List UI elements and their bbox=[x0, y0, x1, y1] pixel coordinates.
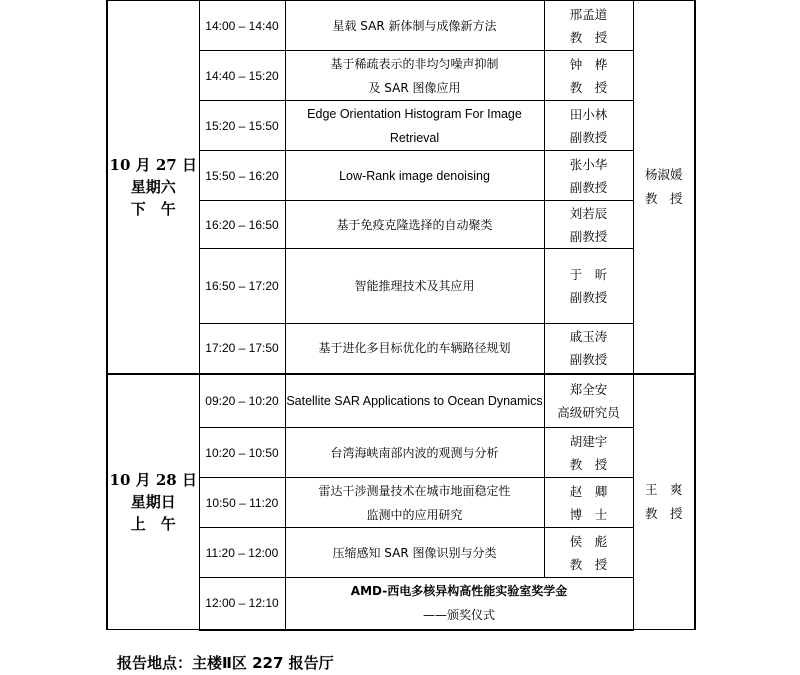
talk-time: 11:20 – 12:00 bbox=[199, 528, 285, 578]
speaker-name: 戚玉涛 bbox=[569, 329, 608, 345]
speaker-rank: 教 授 bbox=[569, 79, 608, 95]
talk-time: 16:50 – 17:20 bbox=[199, 249, 285, 324]
talk-speaker bbox=[544, 478, 633, 528]
talk-time: 10:20 – 10:50 bbox=[199, 428, 285, 478]
ceremony-line2: ——颁奖仪式 bbox=[422, 608, 495, 623]
chair-cell bbox=[633, 1, 695, 374]
chair-title: 教 授 bbox=[644, 190, 683, 206]
talk-time: 17:20 – 17:50 bbox=[199, 324, 285, 374]
speaker-rank: 教 授 bbox=[569, 29, 608, 45]
speaker-rank: 博 士 bbox=[569, 506, 608, 522]
speaker-rank: 教 授 bbox=[569, 456, 608, 472]
talk-time: 10:50 – 11:20 bbox=[199, 478, 285, 528]
talk-speaker bbox=[544, 428, 633, 478]
speaker-name: 张小华 bbox=[569, 156, 608, 172]
schedule-table bbox=[106, 0, 696, 631]
talk-time: 14:40 – 15:20 bbox=[199, 51, 285, 101]
day-period: 下 午 bbox=[130, 199, 176, 218]
speaker-name: 刘若辰 bbox=[569, 205, 608, 221]
speaker-name: 胡建宇 bbox=[569, 433, 608, 449]
speaker-rank: 副教授 bbox=[569, 228, 608, 244]
talk-speaker bbox=[544, 324, 633, 374]
talk-title: Edge Orientation Histogram For Image Retrieval bbox=[285, 101, 544, 151]
speaker-name: 侯 彪 bbox=[569, 533, 608, 549]
talk-speaker bbox=[544, 201, 633, 249]
speaker-rank: 高级研究员 bbox=[557, 404, 620, 420]
day-cell bbox=[107, 374, 199, 630]
report-location: 报告地点：主楼Ⅱ区 227 报告厅 bbox=[117, 654, 334, 672]
talk-speaker bbox=[544, 249, 633, 324]
speaker-rank: 副教授 bbox=[569, 129, 608, 145]
speaker-name: 田小林 bbox=[569, 106, 608, 122]
talk-speaker bbox=[544, 1, 633, 51]
talk-title: 基于进化多目标优化的车辆路径规划 bbox=[285, 324, 544, 374]
talk-title: 基于稀疏表示的非均匀噪声抑制 及 SAR 图像应用 bbox=[285, 51, 544, 101]
talk-time: 14:00 – 14:40 bbox=[199, 1, 285, 51]
talk-time: 09:20 – 10:20 bbox=[199, 374, 285, 428]
ceremony-line1: AMD-西电多核异构高性能实验室奖学金 bbox=[350, 584, 568, 599]
talk-speaker bbox=[544, 101, 633, 151]
table-row bbox=[107, 1, 695, 51]
talk-time: 16:20 – 16:50 bbox=[199, 201, 285, 249]
table-row bbox=[107, 374, 695, 428]
talk-title: Satellite SAR Applications to Ocean Dynamics bbox=[285, 374, 544, 428]
talk-time: 15:50 – 16:20 bbox=[199, 151, 285, 201]
speaker-rank: 教 授 bbox=[569, 556, 608, 572]
talk-title: Low-Rank image denoising bbox=[285, 151, 544, 201]
speaker-name: 赵 卿 bbox=[569, 483, 608, 499]
chair-cell bbox=[633, 374, 695, 630]
speaker-rank: 副教授 bbox=[569, 179, 608, 195]
day-period: 上 午 bbox=[130, 514, 176, 533]
talk-speaker bbox=[544, 51, 633, 101]
chair-name: 杨淑媛 bbox=[644, 166, 683, 182]
talk-title: 智能推理技术及其应用 bbox=[285, 249, 544, 324]
ceremony-time: 12:00 – 12:10 bbox=[199, 578, 285, 630]
talk-title: 星载 SAR 新体制与成像新方法 bbox=[285, 1, 544, 51]
day-weekday: 星期日 bbox=[130, 492, 176, 511]
talk-title: 压缩感知 SAR 图像识别与分类 bbox=[285, 528, 544, 578]
speaker-name: 于 昕 bbox=[569, 267, 608, 282]
ceremony-title bbox=[285, 578, 633, 630]
talk-speaker bbox=[544, 374, 633, 428]
speaker-rank: 副教授 bbox=[569, 290, 608, 305]
speaker-rank: 副教授 bbox=[569, 352, 608, 368]
talk-title: 基于免疫克隆选择的自动聚类 bbox=[285, 201, 544, 249]
day-weekday: 星期六 bbox=[130, 177, 176, 196]
day-date: 10 月 27 日 bbox=[109, 155, 197, 174]
talk-title: 台湾海峡南部内波的观测与分析 bbox=[285, 428, 544, 478]
talk-time: 15:20 – 15:50 bbox=[199, 101, 285, 151]
talk-title: 雷达干涉测量技术在城市地面稳定性 监测中的应用研究 bbox=[285, 478, 544, 528]
chair-title: 教 授 bbox=[644, 505, 683, 521]
speaker-name: 郑全安 bbox=[569, 381, 608, 397]
speaker-name: 邢孟道 bbox=[569, 6, 608, 22]
talk-speaker bbox=[544, 151, 633, 201]
chair-name: 王 爽 bbox=[644, 481, 683, 497]
talk-speaker bbox=[544, 528, 633, 578]
day-cell bbox=[107, 1, 199, 374]
speaker-name: 钟 桦 bbox=[569, 56, 608, 72]
day-date: 10 月 28 日 bbox=[109, 470, 197, 489]
